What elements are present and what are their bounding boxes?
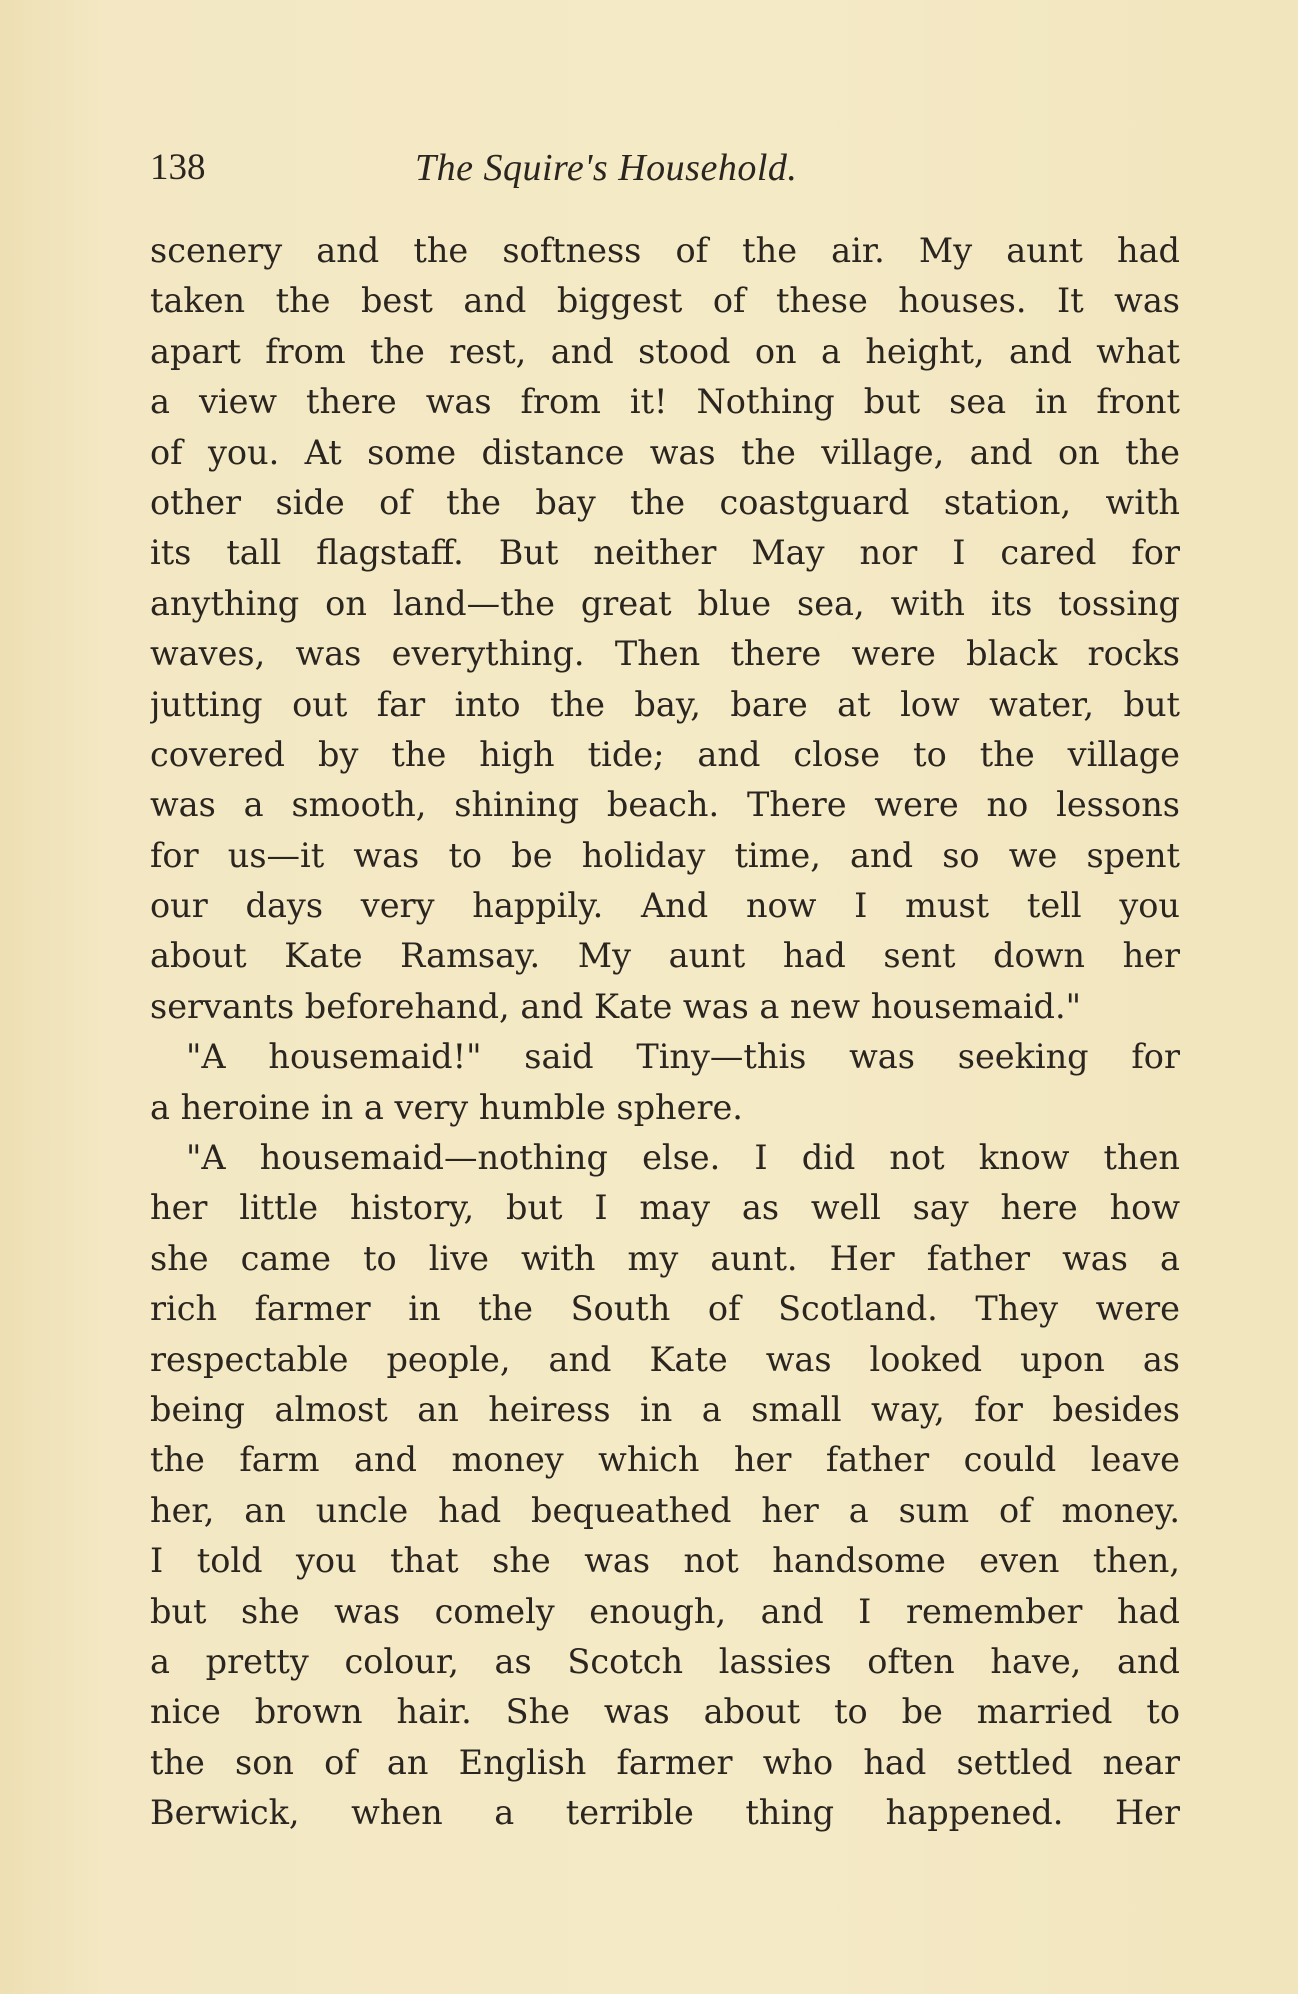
paragraph-start-line: "A housemaid—nothing else. I did not know then <box>186 1138 1180 1178</box>
text-line: about Kate Ramsay. My aunt had sent down her <box>150 936 1180 976</box>
text-line: I told you that she was not handsome even then, <box>150 1541 1180 1581</box>
text-line: the farm and money which her father could leave <box>150 1440 1180 1480</box>
text-line: for us—it was to be holiday time, and so we spent <box>150 835 1180 875</box>
paragraph-end-line: servants beforehand, and Kate was a new housemaid." <box>150 986 1082 1026</box>
text-line: was a smooth, shining beach. There were no lessons <box>150 785 1180 825</box>
text-line: anything on land—the great blue sea, with its tossing <box>150 583 1180 623</box>
text-line: waves, was everything. Then there were black rocks <box>150 634 1180 674</box>
text-line: nice brown hair. She was about to be married to <box>150 1692 1180 1732</box>
paragraph-end-line: a heroine in a very humble sphere. <box>150 1087 743 1127</box>
page-number: 138 <box>150 147 206 188</box>
text-line: of you. At some distance was the village, and on the <box>150 432 1180 472</box>
text-line: scenery and the softness of the air. My aunt had <box>150 231 1180 270</box>
text-line: respectable people, and Kate was looked upon as <box>150 1339 1180 1379</box>
text-line: she came to live with my aunt. Her father was a <box>150 1238 1180 1278</box>
paragraph-start-line: "A housemaid!" said Tiny—this was seeking for <box>186 1037 1180 1077</box>
running-title: The Squire's Household. <box>415 147 798 189</box>
text-line: Berwick, when a terrible thing happened. Her <box>150 1793 1180 1833</box>
text-line: our days very happily. And now I must tell you <box>150 886 1180 926</box>
text-line: taken the best and biggest of these houses. It was <box>150 281 1180 321</box>
text-line: rich farmer in the South of Scotland. They were <box>150 1289 1180 1329</box>
text-line: its tall flagstaff. But neither May nor I cared for <box>150 533 1180 573</box>
text-line: her little history, but I may as well say here how <box>150 1188 1180 1228</box>
text-line: other side of the bay the coastguard station, with <box>150 482 1180 522</box>
text-line: a view there was from it! Nothing but sea in front <box>150 382 1180 422</box>
text-line: the son of an English farmer who had settled near <box>150 1742 1180 1782</box>
text-line: apart from the rest, and stood on a height, and what <box>150 331 1180 371</box>
text-line: jutting out far into the bay, bare at low water, but <box>150 684 1180 724</box>
text-line: covered by the high tide; and close to the village <box>150 734 1180 774</box>
text-line: her, an uncle had bequeathed her a sum of money. <box>150 1490 1180 1530</box>
text-line: being almost an heiress in a small way, for besides <box>150 1389 1180 1429</box>
body-text <box>150 226 1180 1839</box>
page-header <box>150 140 1180 196</box>
text-line: but she was comely enough, and I remember had <box>150 1591 1180 1631</box>
text-line: a pretty colour, as Scotch lassies often have, and <box>150 1641 1180 1681</box>
